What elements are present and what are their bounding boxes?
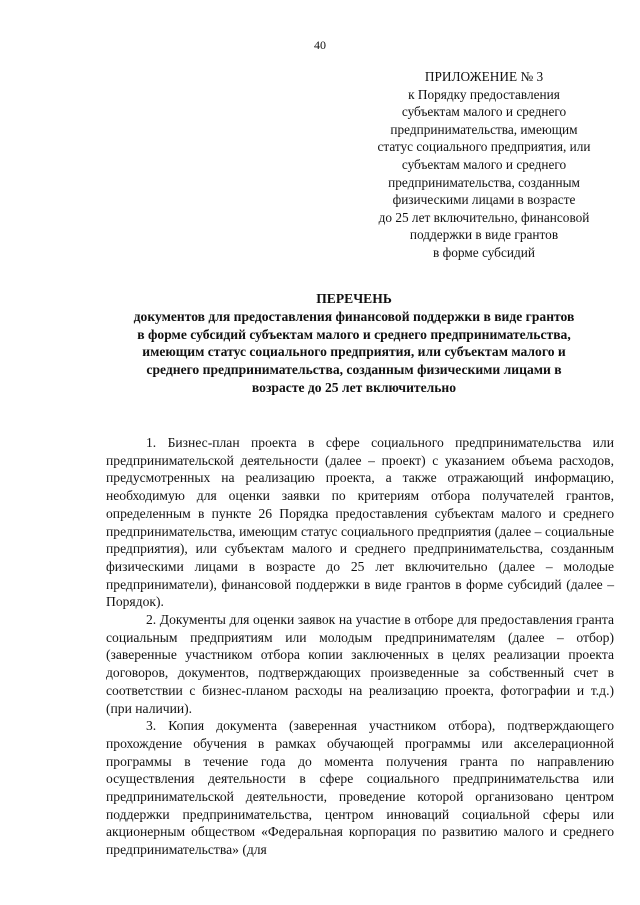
appendix-line: к Порядку предоставления bbox=[408, 86, 560, 102]
appendix-line: ПРИЛОЖЕНИЕ № 3 bbox=[424, 69, 544, 84]
paragraph-3: 3. Копия документа (заверенная участником отбора), подтверждающего прохождение обучения в рамках обучающей программы или акселерационной программы в течение года до момента получения гранта по направлению осуществления деятельности в сфере социального предпринимательства или предпринимательской деятельности, проведение которой организовано центром поддержки предпринимательства, центром инноваций социальной сферы или акционерным обществом «Федеральная корпорация по развитию малого и среднего предпринимательства» (для bbox=[106, 718, 614, 858]
paragraph-2: 2. Документы для оценки заявок на участие в отборе для предоставления гранта социальным предприятиям или молодым предпринимателям (далее – отбор) (заверенные участником отбора копии заключенных в целях реализации проекта договоров, документов, подтверждающих произведенные за собственный счет в соответствии с бизнес-планом расходы на реализацию проекта, фотографии и т.д.) (при наличии). bbox=[106, 612, 614, 716]
appendix-line: субъектам малого и среднего bbox=[401, 104, 567, 120]
paragraph-1: 1. Бизнес-план проекта в сфере социального предпринимательства или предпринимательской деятельности (далее – проект) с указанием объема расходов, предусмотренных на реализацию проекта, а также отражающий информацию, необходимую для оценки заявки по критериям отбора получателей грантов, определенным в пункте 26 Порядка предоставления субъектам малого и среднего предпринимательства, имеющим статус социального предприятия (далее – социальные предприятия), или субъектам малого и среднего предпринимательства, созданным физическими лицами в возрасте до 25 лет включительно (далее – молодые предприниматели), финансовой поддержки в виде грантов в форме субсидий (далее – Порядок). bbox=[106, 435, 614, 610]
title-line: документов для предоставления финансовой поддержки в виде грантов bbox=[133, 308, 575, 324]
title-heading: ПЕРЕЧЕНЬ bbox=[316, 291, 392, 306]
appendix-line: физическими лицами в возрасте bbox=[392, 192, 576, 208]
appendix-line: субъектам малого и среднего bbox=[401, 156, 567, 172]
title-line: среднего предпринимательства, созданным физическими лицами в bbox=[146, 362, 562, 378]
appendix-line: поддержки в виде грантов bbox=[409, 227, 559, 243]
page-number: 40 bbox=[314, 38, 326, 52]
document-title bbox=[94, 290, 614, 397]
title-line: имеющим статус социального предприятия, или субъектам малого и bbox=[142, 344, 566, 360]
appendix-line: предпринимательства, имеющим bbox=[390, 121, 578, 137]
document-body bbox=[106, 434, 614, 859]
title-line: в форме субсидий субъектам малого и среднего предпринимательства, bbox=[137, 326, 571, 342]
appendix-header bbox=[360, 68, 608, 262]
title-line: возрасте до 25 лет включительно bbox=[251, 379, 457, 395]
appendix-line: в форме субсидий bbox=[433, 244, 535, 260]
appendix-line: предпринимательства, созданным bbox=[388, 174, 580, 190]
appendix-line: статус социального предприятия, или bbox=[377, 139, 591, 155]
appendix-line: до 25 лет включительно, финансовой bbox=[378, 209, 590, 225]
